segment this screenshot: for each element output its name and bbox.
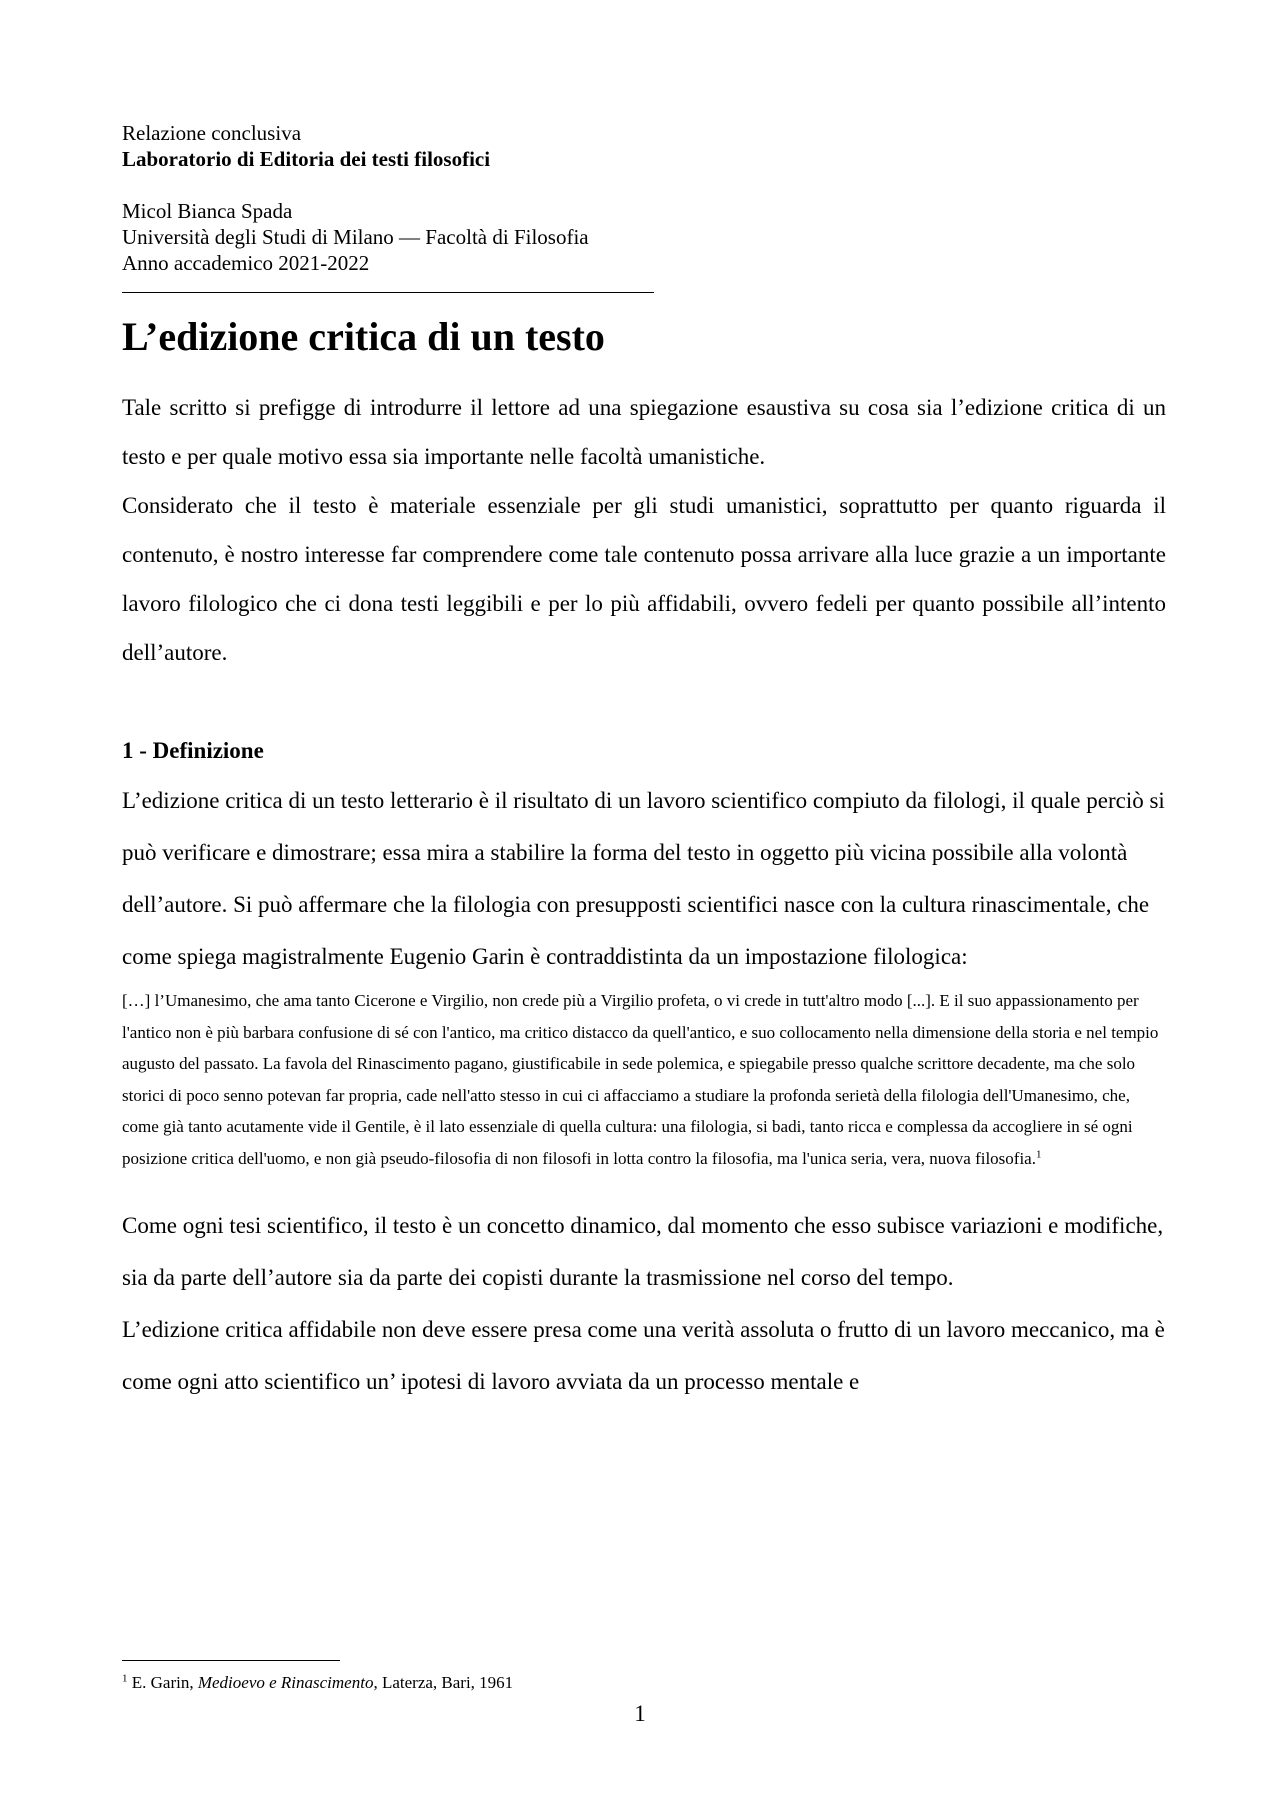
footnote-divider [122,1660,340,1661]
document-title: L’edizione critica di un testo [122,314,605,359]
footnote-marker: 1 [122,1672,128,1685]
report-type: Relazione conclusiva [122,121,302,145]
spacer [122,172,1166,198]
section-heading-definizione: 1 - Definizione [122,738,264,763]
block-quote [122,985,1166,1174]
footnote-publisher: , Laterza, Bari, 1961 [373,1673,514,1692]
page-content [122,120,1166,1408]
header-divider [122,292,654,293]
author-name: Micol Bianca Spada [122,199,293,223]
footnote [122,1672,513,1694]
academic-year: Anno accademico 2021-2022 [122,251,370,275]
body-paragraph-3: L’edizione critica affidabile non deve essere presa come una verità assoluta o frutto di un lavoro meccanico, ma è come ogni atto scientifico un’ ipotesi di lavoro avviata da un processo mentale e [122,1317,1165,1394]
body-paragraph-2: Come ogni tesi scientifico, il testo è un concetto dinamico, dal momento che esso subisce variazioni e modifiche, sia da parte dell’autore sia da parte dei copisti durante la trasmissione nel corso del tempo. [122,1213,1164,1290]
footnote-work-title: Medioevo e Rinascimento [197,1673,374,1692]
quote-text: […] l’Umanesimo, che ama tanto Cicerone e Virgilio, non crede più a Virgilio profeta, o vi crede in tutt'altro modo [...]. E il suo appassionamento per l'antico non è più barbara confusione di sé con l'antico, ma critico distacco da quell'antico, e suo collocamento nella dimensione della storia e nel tempio augusto del passato. La favola del Rinascimento pagano, giustificabile in sede polemica, e spiegabile presso qualche scrittore decadente, ma che solo storici di poco senno potevan far propria, cade nell'atto stesso in cui ci affacciamo a studiare la profonda serietà della filologia dell'Umanesimo, che, come già tanto acutamente vide il Gentile, è il lato essenziale di quella cultura: una filologia, si badi, tanto ricca e complessa da accogliere in sé ogni posizione critica dell'uomo, e non già pseudo-filosofia di non filosofi in lotta contro la filosofia, ma l'unica seria, vera, nuova filosofia. [122,991,1159,1168]
intro-paragraph-2: Considerato che il testo è materiale essenziale per gli studi umanistici, soprattutto per quanto riguarda il contenuto, è nostro interesse far comprendere come tale contenuto possa arrivare alla luce grazie a un importante lavoro filologico che ci dona testi leggibili e per lo più affidabili, ovvero fedeli per quanto possibile all’intento dell’autore. [122,493,1166,665]
footnote-reference[interactable]: 1 [1035,1147,1042,1160]
definition-paragraph: L’edizione critica di un testo letterario è il risultato di un lavoro scientifico compiuto da filologi, il quale perciò si può verificare e dimostrare; essa mira a stabilire la forma del testo in oggetto più vicina possibile alla volontà dell’autore. Si può affermare che la filologia con presupposti scientifici nasce con la cultura rinascimentale, che come spiega magistralmente Eugenio Garin è contraddistinta da un impostazione filologica: [122,788,1165,969]
page-number: 1 [634,1701,646,1726]
university-name: Università degli Studi di Milano — Facoltà di Filosofia [122,225,589,249]
course-name: Laboratorio di Editoria dei testi filosofici [122,147,491,171]
intro-paragraph-1: Tale scritto si prefigge di introdurre il lettore ad una spiegazione esaustiva su cosa sia l’edizione critica di un testo e per quale motivo essa sia importante nelle facoltà umanistiche. [122,395,1166,469]
footnote-author: E. Garin, [131,1673,194,1692]
